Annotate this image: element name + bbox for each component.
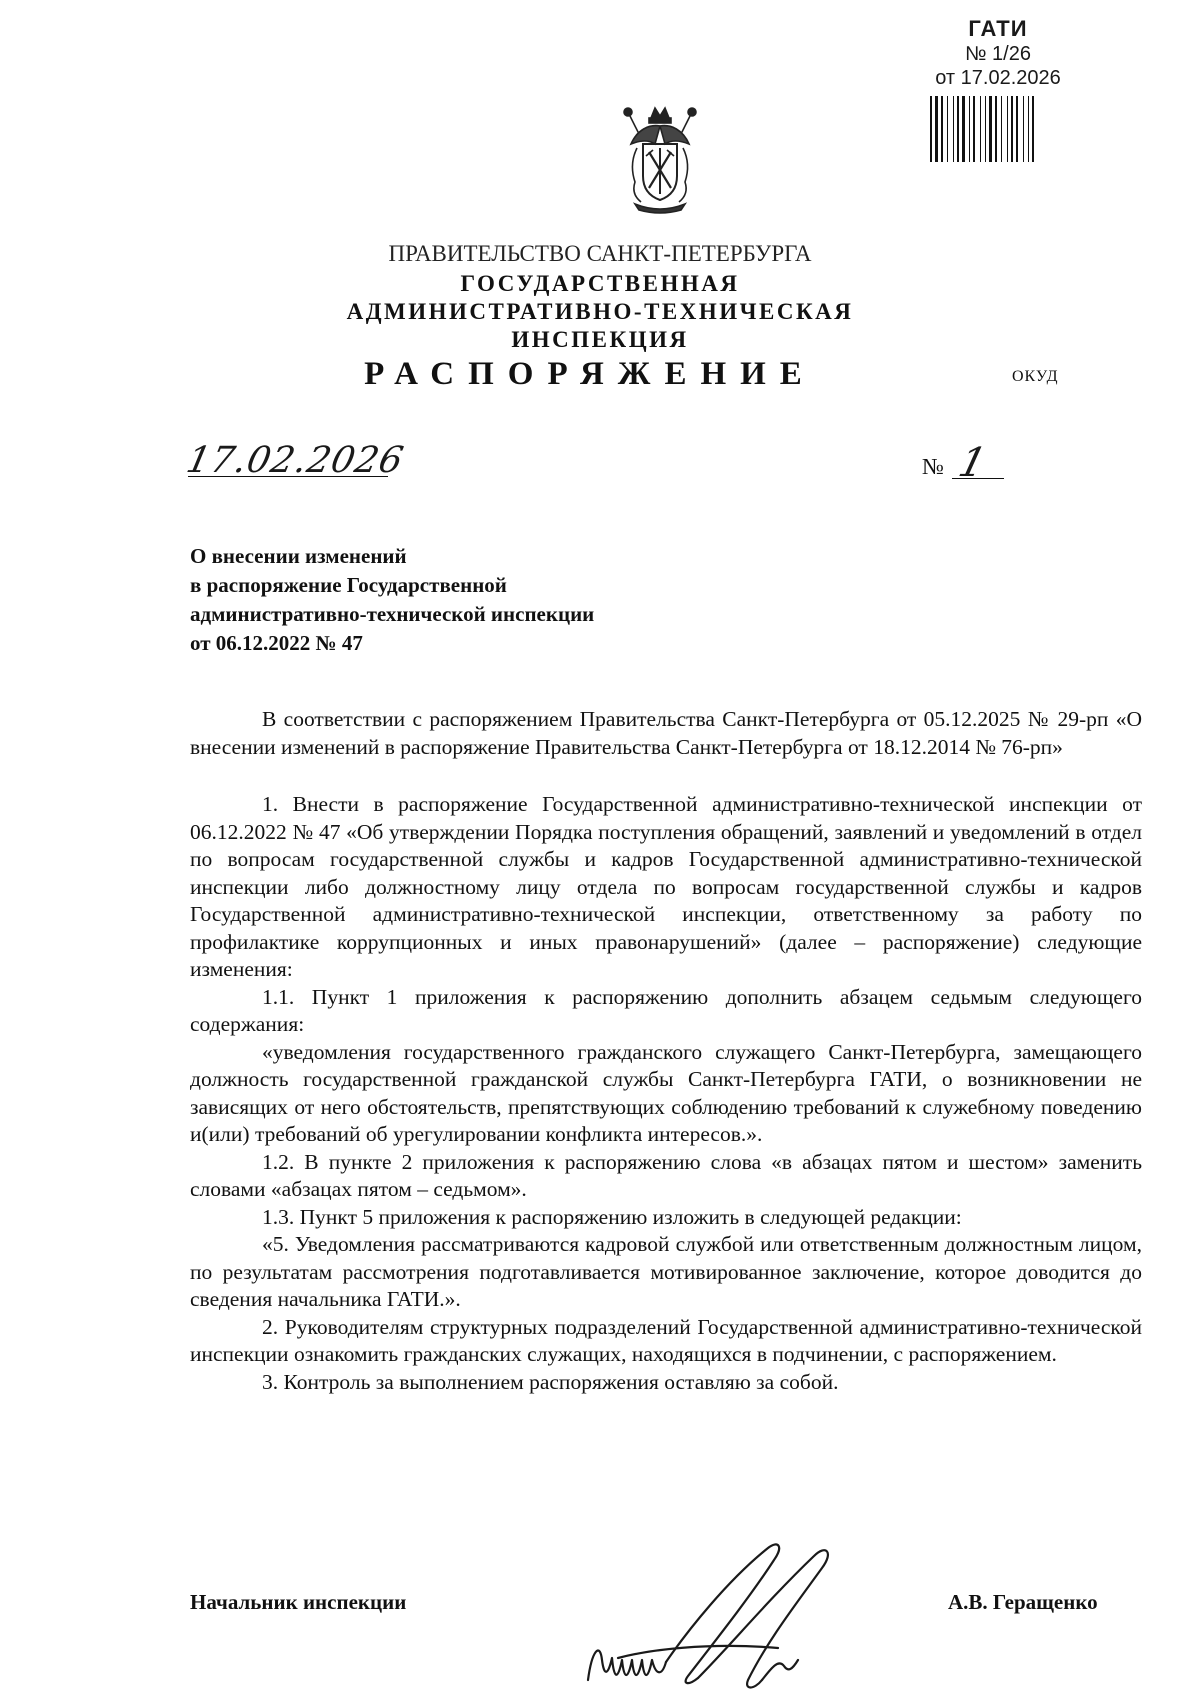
barcode-bar [930, 96, 932, 162]
subject-line: О внесении изменений [190, 544, 407, 568]
barcode-bar [1007, 96, 1008, 162]
barcode-bar [1023, 96, 1024, 162]
svg-text:17.02.2026: 17.02.2026 [182, 438, 408, 481]
paragraph-item-2: 2. Руководителям структурных подразделений Государственной административно-технической инспекции ознакомить гражданских служащих, находящихся в подчинении, с распоряжением. [190, 1314, 1142, 1366]
document-subject [190, 542, 710, 658]
paragraph-item-1-2: 1.2. В пункте 2 приложения к распоряжению слова «в абзацах пятом и шестом» заменить словами «абзацах пятом – седьмом». [190, 1149, 1142, 1201]
barcode-bar [980, 96, 981, 162]
barcode-bar [985, 96, 986, 162]
barcode-bar [1016, 96, 1018, 162]
handwritten-date [182, 438, 408, 484]
registration-stamp [918, 16, 1078, 90]
paragraph-preamble: В соответствии с распоряжением Правительства Санкт-Петербурга от 05.12.2025 № 29-рп «О внесении изменений в распоряжение Правительства Санкт-Петербурга от 18.12.2014 № 76-рп» [190, 707, 1142, 759]
barcode-bar [941, 96, 943, 162]
subject-line: в распоряжение Государственной [190, 573, 507, 597]
barcode-bar [1028, 96, 1029, 162]
government-name: ПРАВИТЕЛЬСТВО САНКТ-ПЕТЕРБУРГА [388, 241, 812, 266]
barcode-icon [928, 96, 1068, 162]
handwritten-number [952, 438, 1002, 484]
paragraph-item-1-1: 1.1. Пункт 1 приложения к распоряжению дополнить абзацем седьмым следующего содержания: [190, 984, 1142, 1036]
number-sign: № [922, 454, 944, 479]
coat-of-arms-icon [615, 104, 705, 216]
subject-line: административно-технической инспекции [190, 602, 595, 626]
barcode-bar [957, 96, 959, 162]
document-type: РАСПОРЯЖЕНИЕ [364, 356, 816, 392]
organization-line-3: ИНСПЕКЦИЯ [511, 327, 689, 352]
document-body [190, 706, 1142, 1396]
stamp-number: № 1/26 [965, 43, 1031, 65]
barcode-bar [1011, 96, 1013, 162]
paragraph-item-1: 1. Внести в распоряжение Государственной административно-технической инспекции от 06.12.2022 № 47 «Об утверждении Порядка поступления обращений, заявлений и уведомлений в отдел по вопросам государственной службы и кадров Государственной административно-технической инспекции либо должностному лицу отдела по вопросам государственной службы и кадров Государственной административно-технической инспекции, ответственному за работу по профилактике коррупционных и иных правонарушений» (далее – распоряжение) следующие изменения: [190, 792, 1142, 981]
organization-line-1: ГОСУДАРСТВЕННАЯ [460, 271, 740, 296]
barcode-bar [973, 96, 975, 162]
barcode-bar [947, 96, 948, 162]
paragraph-item-3: 3. Контроль за выполнением распоряжения оставляю за собой. [262, 1369, 839, 1394]
subject-line: от 06.12.2022 № 47 [190, 631, 363, 655]
paragraph-quote-1: «уведомления государственного гражданского служащего Санкт-Петербурга, замещающего должность государственной гражданской службы Санкт-Петербурга ГАТИ, о возникновении не зависящих от него обстоятельств, препятствующих соблюдению требований к служебному поведению и(или) требований об урегулировании конфликта интересов.». [190, 1039, 1142, 1146]
barcode-bar [995, 96, 997, 162]
okud-label: ОКУД [1012, 368, 1059, 385]
signatory-name: А.В. Геращенко [948, 1590, 1098, 1614]
barcode-bar [1001, 96, 1002, 162]
paragraph-quote-2: «5. Уведомления рассматриваются кадровой службой или ответственным должностным лицом, по результатам рассмотрения подготавливается мотивированное заключение, которое доводится до сведения начальника ГАТИ.». [190, 1232, 1142, 1311]
barcode-bar [989, 96, 992, 162]
signatory-position: Начальник инспекции [190, 1590, 407, 1614]
stamp-org: ГАТИ [968, 16, 1028, 41]
barcode-bar [953, 96, 954, 162]
paragraph-item-1-3: 1.3. Пункт 5 приложения к распоряжению изложить в следующей редакции: [262, 1204, 962, 1229]
barcode-bar [969, 96, 970, 162]
barcode-bar [962, 96, 965, 162]
stamp-date: от 17.02.2026 [935, 67, 1061, 89]
svg-text:1: 1 [954, 438, 992, 486]
barcode-bar [1032, 96, 1034, 162]
organization-line-2: АДМИНИСТРАТИВНО-ТЕХНИЧЕСКАЯ [346, 299, 854, 324]
handwritten-signature [578, 1530, 898, 1696]
barcode-bar [935, 96, 938, 162]
